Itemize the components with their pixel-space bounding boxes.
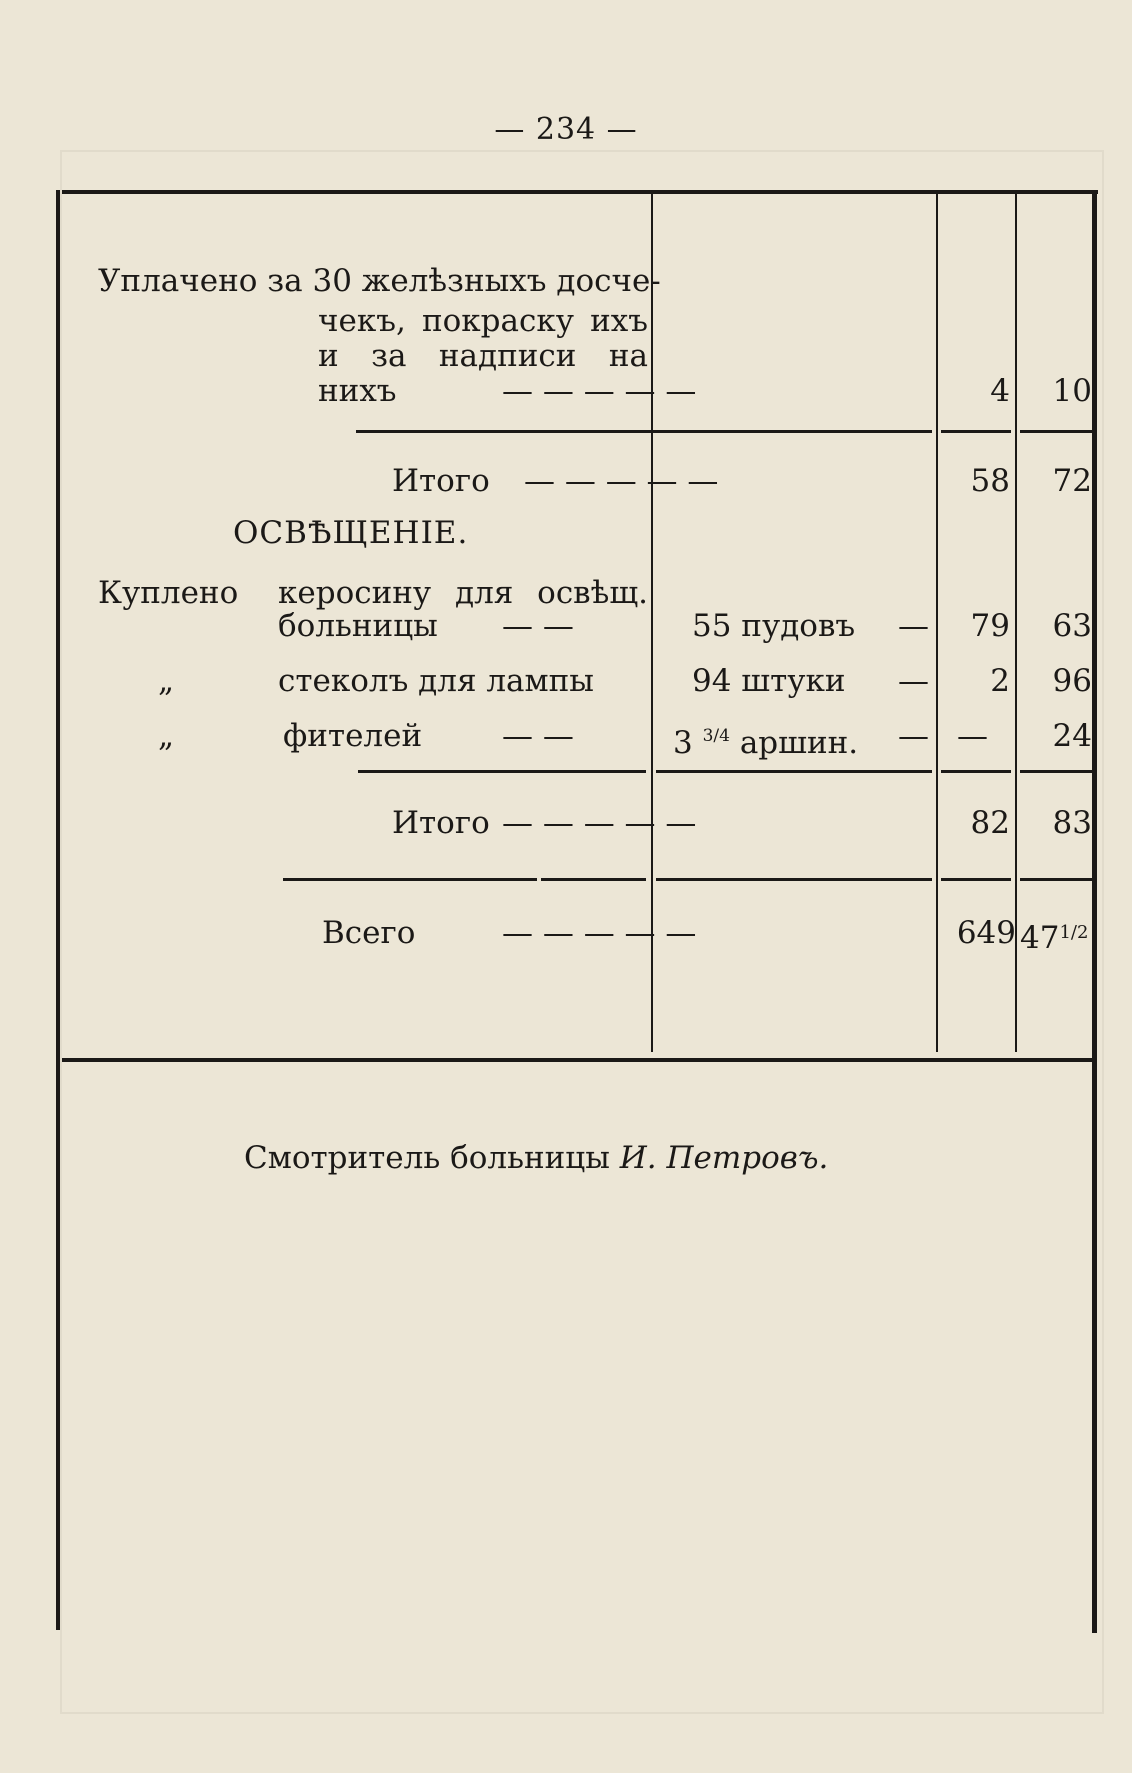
total-kopeks-fraction: 1/2 [1059, 922, 1089, 943]
total-kopeks-whole: 47 [1020, 920, 1060, 956]
subtotal-1-dashes: — — — — — [524, 463, 719, 499]
kerosene-quantity: 55 пудовъ [692, 608, 856, 644]
wick-kopeks: 24 [1052, 718, 1092, 754]
signature-role: Смотритель больницы [244, 1140, 610, 1176]
total-rubles: 649 [956, 915, 1016, 951]
wick-quantity-fraction: 3/4 [702, 726, 730, 746]
bought-label: Куплено [98, 575, 239, 611]
total-kopeks [1020, 915, 1088, 956]
total-rule-mid [541, 878, 646, 881]
kerosene-dashes: — — [502, 608, 574, 644]
subtotal-2-dashes: — — — — — [502, 805, 697, 841]
total-rule-left [283, 878, 537, 881]
glass-dash: — [898, 663, 929, 699]
kerosene-line-2: больницы [278, 608, 438, 644]
subtotal-rule-1 [356, 430, 932, 433]
table-left-border [56, 190, 60, 1630]
glass-ditto-mark: „ [158, 663, 175, 699]
kerosene-kopeks: 63 [1052, 608, 1092, 644]
wick-quantity-number: 3 [673, 725, 693, 761]
subtotal-2-label: Итого [392, 805, 490, 841]
wick-quantity-unit: аршин. [739, 725, 859, 761]
signature [244, 1140, 828, 1176]
section-title-lighting: ОСВѢЩЕНІЕ. [233, 515, 469, 551]
wick-item: фителей [283, 718, 423, 754]
glass-kopeks: 96 [1052, 663, 1092, 699]
kerosene-rubles: 79 [970, 608, 1010, 644]
glass-quantity: 94 штуки [692, 663, 846, 699]
total-rule-rub [941, 878, 1011, 881]
page-number: — 234 — [494, 112, 638, 147]
glass-rubles: 2 [990, 663, 1010, 699]
total-label: Всего [322, 915, 416, 951]
subtotal-rule-1-rub [941, 430, 1011, 433]
wick-dash: — [898, 718, 929, 754]
subtotal-1-label: Итого [392, 463, 490, 499]
subtotal-rule-2-rub [941, 770, 1011, 773]
subtotal-2-rubles: 82 [970, 805, 1010, 841]
paid-line-1: Уплачено за 30 желѣзныхъ досче- [98, 263, 661, 299]
subtotal-2-kopeks: 83 [1052, 805, 1092, 841]
paid-line-2: чекъ, покраску ихъ [318, 303, 648, 339]
table-right-border [1092, 193, 1097, 1633]
paid-rubles: 4 [990, 373, 1010, 409]
subtotal-rule-2-kop [1020, 770, 1092, 773]
paid-line-3: и за надписи на [318, 338, 648, 374]
total-rule-kop [1020, 878, 1092, 881]
paid-line-4: нихъ [318, 373, 397, 409]
kerosene-dash: — [898, 608, 929, 644]
subtotal-rule-1-kop [1020, 430, 1092, 433]
kerosene-line-1: керосину для освѣщ. [278, 575, 648, 611]
paid-kopeks: 10 [1052, 373, 1092, 409]
glass-item: стеколъ для лампы [278, 663, 594, 699]
subtotal-rule-2 [358, 770, 646, 773]
wick-rubles: — [957, 718, 988, 754]
wick-dashes: — — [502, 718, 574, 754]
table-top-rule [62, 190, 1098, 194]
wick-ditto-mark: „ [158, 718, 175, 754]
paid-dashes: — — — — — [502, 373, 697, 409]
total-rule-right [656, 878, 932, 881]
subtotal-1-kopeks: 72 [1052, 463, 1092, 499]
subtotal-1-rubles: 58 [970, 463, 1010, 499]
total-dashes: — — — — — [502, 915, 697, 951]
table-bottom-rule [62, 1058, 1092, 1062]
signature-name: И. Петровъ. [619, 1140, 829, 1176]
wick-quantity [673, 718, 858, 761]
subtotal-rule-2-mid [656, 770, 932, 773]
